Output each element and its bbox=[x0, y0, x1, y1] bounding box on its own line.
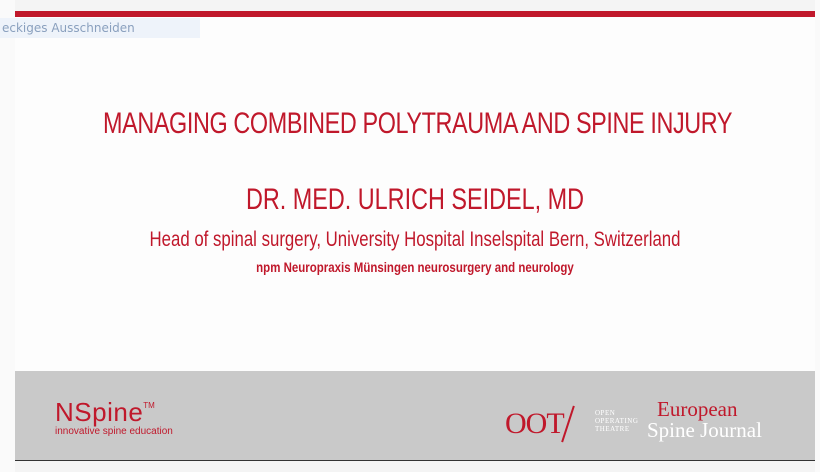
tooltip: eckiges Ausschneiden bbox=[0, 18, 200, 38]
presentation-slide bbox=[15, 11, 815, 461]
top-accent-bar bbox=[15, 11, 815, 17]
oot-word-operating: OPERATING bbox=[595, 417, 639, 425]
oot-logo-words bbox=[595, 409, 638, 433]
affiliation-secondary: npm Neuropraxis Münsingen neurosurgery and neurology bbox=[256, 259, 574, 275]
nspine-logo-name: NSpine bbox=[55, 397, 144, 427]
oot-logo-letters: OOT bbox=[505, 407, 564, 440]
nspine-tagline: innovative spine education bbox=[55, 426, 173, 437]
oot-word-theatre: THEATRE bbox=[595, 425, 630, 433]
left-gutter bbox=[0, 0, 15, 472]
esj-logo-line1: European bbox=[657, 397, 738, 421]
oot-word-open: OPEN bbox=[595, 409, 616, 417]
nspine-trademark: TM bbox=[143, 401, 155, 410]
presenter-name: DR. MED. ULRICH SEIDEL, MD bbox=[245, 183, 585, 216]
slide-footer bbox=[15, 371, 815, 461]
european-spine-journal-logo bbox=[647, 399, 762, 441]
footer-bottom-line bbox=[15, 460, 815, 461]
slide-title: MANAGING COMBINED POLYTRAUMA AND SPINE INJURY bbox=[103, 107, 733, 140]
affiliation-primary: Head of spinal surgery, University Hospital Inselspital Bern, Switzerland bbox=[149, 228, 681, 251]
esj-logo-line2: Spine Journal bbox=[647, 418, 762, 442]
right-gutter bbox=[815, 0, 820, 472]
nspine-logo bbox=[55, 397, 173, 437]
